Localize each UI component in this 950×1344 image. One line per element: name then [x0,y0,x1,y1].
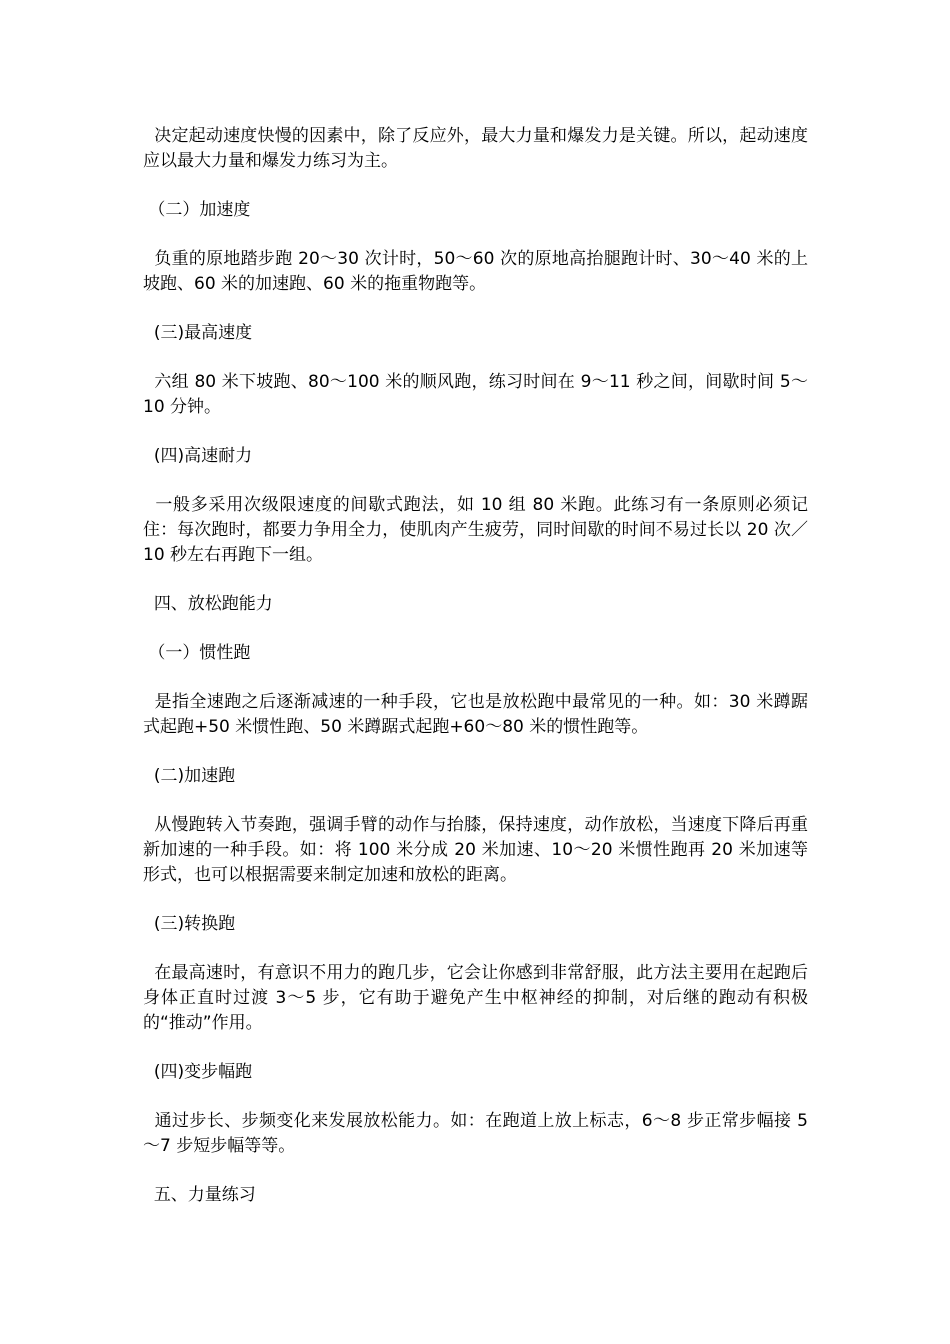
section-heading: 五、力量练习 [143,1185,256,1205]
body-paragraph: 从慢跑转入节奏跑，强调手臂的动作与抬膝，保持速度，动作放松，当速度下降后再重新加速的一种手段。如：将 100 米分成 20 米加速、10～20 米惯性跑再 20 米加速等形式，也可以根据需要来制定加速和放松的距离。 [143,815,809,885]
body-paragraph: 负重的原地踏步跑 20～30 次计时，50～60 次的原地高抬腿跑计时、30～40 米的上坡跑、60 米的加速跑、60 米的拖重物跑等。 [143,249,809,294]
document-body [143,124,808,1232]
body-paragraph: 通过步长、步频变化来发展放松能力。如：在跑道上放上标志，6～8 步正常步幅接 5～7 步短步幅等等。 [143,1111,808,1156]
body-paragraph: 决定起动速度快慢的因素中，除了反应外，最大力量和爆发力是关键。所以，起动速度应以最大力量和爆发力练习为主。 [143,126,809,171]
section-heading: (四)变步幅跑 [143,1062,253,1082]
section-heading: （二）加速度 [143,200,251,220]
section-heading: (三)最高速度 [143,323,253,343]
body-paragraph: 是指全速跑之后逐渐减速的一种手段，它也是放松跑中最常见的一种。如：30 米蹲踞式起跑+50 米惯性跑、50 米蹲踞式起跑+60～80 米的惯性跑等。 [143,692,808,737]
body-paragraph: 一般多采用次级限速度的间歇式跑法，如 10 组 80 米跑。此练习有一条原则必须记住：每次跑时，都要力争用全力，使肌肉产生疲劳，同时间歇的时间不易过长以 20 次／10 秒左右再跑下一组。 [143,495,808,565]
section-heading: (二)加速跑 [143,766,236,786]
section-heading: （一）惯性跑 [143,643,251,663]
body-paragraph: 六组 80 米下坡跑、80～100 米的顺风跑，练习时间在 9～11 秒之间，间歇时间 5～10 分钟。 [143,372,808,417]
section-heading: (四)高速耐力 [143,446,253,466]
section-heading: (三)转换跑 [143,914,236,934]
body-paragraph: 在最高速时，有意识不用力的跑几步，它会让你感到非常舒服，此方法主要用在起跑后身体正直时过渡 3～5 步，它有助于避免产生中枢神经的抑制，对后继的跑动有积极的“推动”作用。 [143,963,809,1033]
section-heading: 四、放松跑能力 [143,594,273,614]
